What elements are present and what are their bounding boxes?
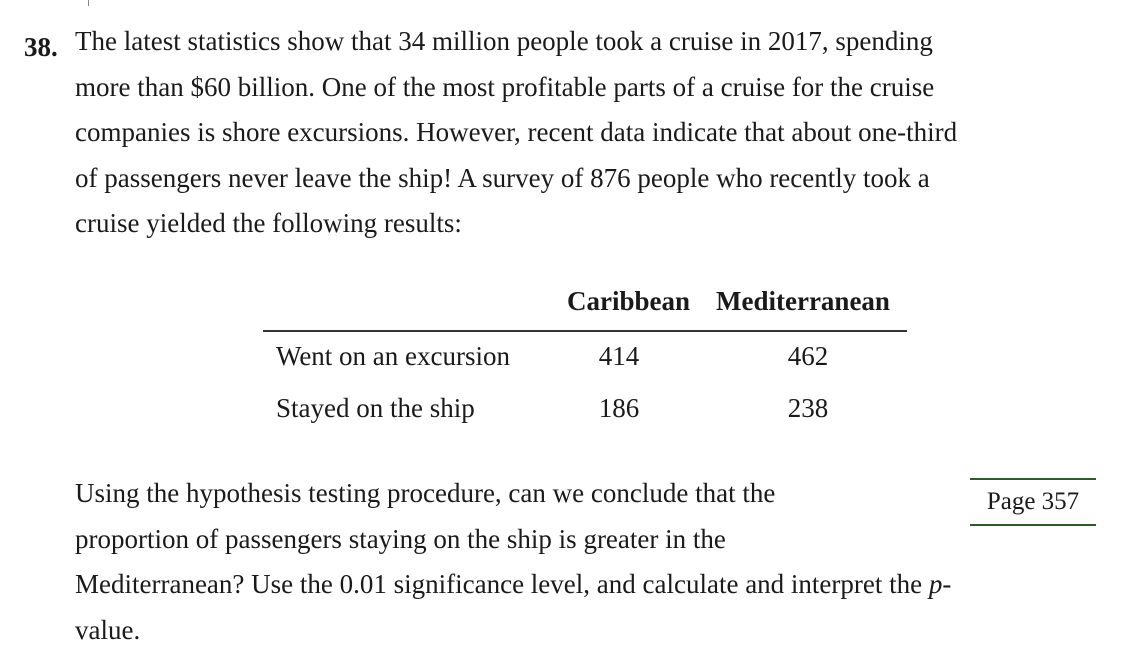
- hyphen: -: [942, 569, 952, 599]
- table-cell-caribbean: 414: [598, 341, 640, 371]
- table-cell-caribbean: 186: [598, 393, 640, 423]
- page-reference: Page 357: [970, 478, 1096, 526]
- question-line: value.: [75, 614, 141, 645]
- intro-line: of passengers never leave the ship! A survey of 876 people who recently took a: [75, 162, 930, 193]
- row-label: Stayed on the ship: [276, 393, 475, 423]
- question-line: proportion of passengers staying on the ship is greater in the: [75, 523, 726, 554]
- column-header-mediterranean: Mediterranean: [716, 286, 890, 316]
- intro-line: companies is shore excursions. However, recent data indicate that about one-third: [75, 117, 958, 147]
- column-header-caribbean: Caribbean: [567, 286, 691, 316]
- table-row: [263, 382, 907, 434]
- table-cell-mediterranean: 462: [787, 341, 829, 371]
- question-line: [75, 562, 951, 608]
- intro-line: more than $60 billion. One of the most profitable parts of a cruise for the cruise: [75, 71, 935, 102]
- problem-number: 38.: [24, 32, 58, 62]
- problem-intro: [75, 19, 1105, 247]
- question-line: Using the hypothesis testing procedure, can we conclude that the: [75, 478, 776, 508]
- question-text: Mediterranean? Use the 0.01 significance level, and calculate and interpret the: [75, 569, 929, 599]
- intro-line: cruise yielded the following results:: [75, 208, 462, 238]
- p-variable: p: [928, 569, 943, 599]
- problem-question: [75, 471, 951, 653]
- table-row: [263, 330, 907, 382]
- table-cell-mediterranean: 238: [787, 393, 829, 423]
- row-label: Went on an excursion: [276, 341, 511, 371]
- intro-line: The latest statistics show that 34 million people took a cruise in 2017, spending: [75, 26, 933, 56]
- page-edge-mark: [88, 0, 89, 6]
